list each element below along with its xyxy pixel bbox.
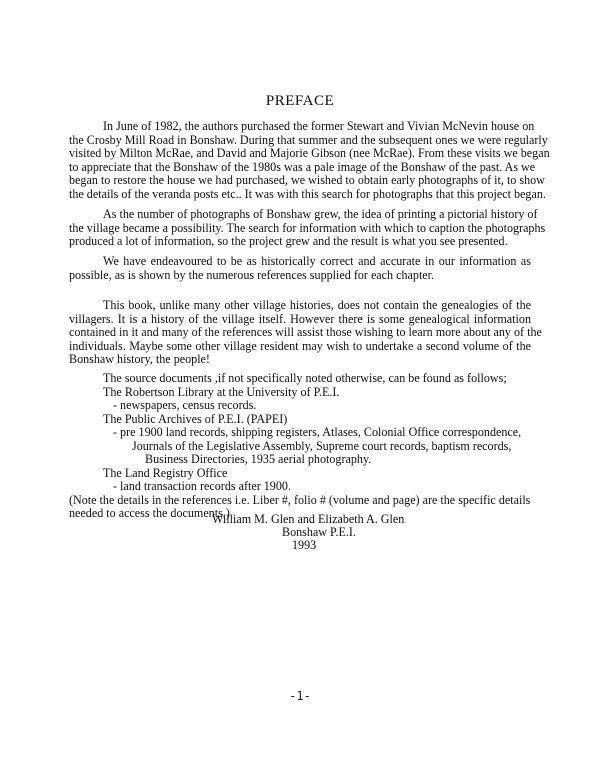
sources-intro: The source documents ,if not specifically noted otherwise, can be found as follows; bbox=[103, 371, 507, 385]
sources-list bbox=[69, 372, 531, 521]
author-place: Bonshaw P.E.I. bbox=[282, 525, 356, 539]
paragraph-line: This book, unlike many other village histories, does not contain the genealogies of the bbox=[103, 298, 531, 312]
paragraph-3 bbox=[69, 255, 531, 282]
sources-note: (Note the details in the references i.e. Liber #, folio # (volume and page) are the specific details bbox=[69, 492, 531, 507]
paragraph-line: produced a lot of information, so the project grew and the result is what you see presented. bbox=[69, 234, 508, 248]
paragraph-line: to appreciate that the Bonshaw of the 1980s was a pale image of the Bonshaw of the past. As we bbox=[69, 159, 536, 174]
page-title: PREFACE bbox=[265, 93, 335, 109]
source-robertson-library: The Robertson Library at the University of P.E.I. bbox=[103, 384, 340, 399]
source-registry-items: - land transaction records after 1900. bbox=[113, 479, 291, 493]
paragraph-4 bbox=[69, 298, 542, 367]
paragraph-line: Bonshaw history, the people! bbox=[69, 352, 210, 366]
paragraph-line: villagers. It is a history of the village itself. However there is some genealogical information bbox=[69, 311, 531, 326]
source-archives-items: Business Directories, 1935 aerial photography. bbox=[145, 452, 372, 466]
source-land-registry: The Land Registry Office bbox=[103, 465, 228, 480]
source-public-archives: The Public Archives of P.E.I. (PAPEI) bbox=[103, 411, 288, 426]
paragraph-line: possible, as is shown by the numerous references supplied for each chapter. bbox=[69, 267, 435, 282]
source-robertson-items: - newspapers, census records. bbox=[113, 398, 257, 412]
author-year: 1993 bbox=[292, 538, 317, 552]
source-archives-items: - pre 1900 land records, shipping registers, Atlases, Colonial Office correspondence, bbox=[113, 425, 522, 439]
paragraph-line: began to restore the house we had purchased, we wished to obtain early photographs of it, to show bbox=[69, 173, 545, 187]
paragraph-line: As the number of photographs of Bonshaw grew, the idea of printing a pictorial history of bbox=[103, 207, 538, 221]
paragraph-line: the Crosby Mill Road in Bonshaw. During that summer and the subsequent ones we were regularly bbox=[69, 132, 548, 147]
sources-note: needed to access the documents.) bbox=[69, 506, 230, 520]
paragraph-line: visited by Milton McRae, and David and Majorie Gibson (nee McRae). From these visits we began bbox=[69, 146, 550, 160]
paragraph-line: contained in it and many of the references will assist those wishing to learn more about any of the bbox=[69, 325, 542, 339]
paragraph-line: the village became a possibility. The search for information with which to caption the photographs bbox=[69, 220, 546, 235]
paragraph-1 bbox=[69, 119, 550, 201]
paragraph-line: We have endeavoured to be as historically correct and accurate in our information as bbox=[103, 254, 531, 268]
source-archives-items: Journals of the Legislative Assembly, Supreme court records, baptism records, bbox=[132, 438, 512, 453]
paragraph-line: In June of 1982, the authors purchased the former Stewart and Vivian McNevin house on bbox=[103, 119, 535, 133]
page-number: -1- bbox=[289, 689, 311, 703]
paragraph-line: individuals. Maybe some other village resident may wish to undertake a second volume of the bbox=[69, 338, 531, 353]
author-names: William M. Glen and Elizabeth A. Glen bbox=[212, 512, 405, 526]
paragraph-line: the details of the veranda posts etc.. It was with this search for photographs that this project began. bbox=[69, 186, 546, 201]
paragraph-2 bbox=[69, 207, 546, 249]
